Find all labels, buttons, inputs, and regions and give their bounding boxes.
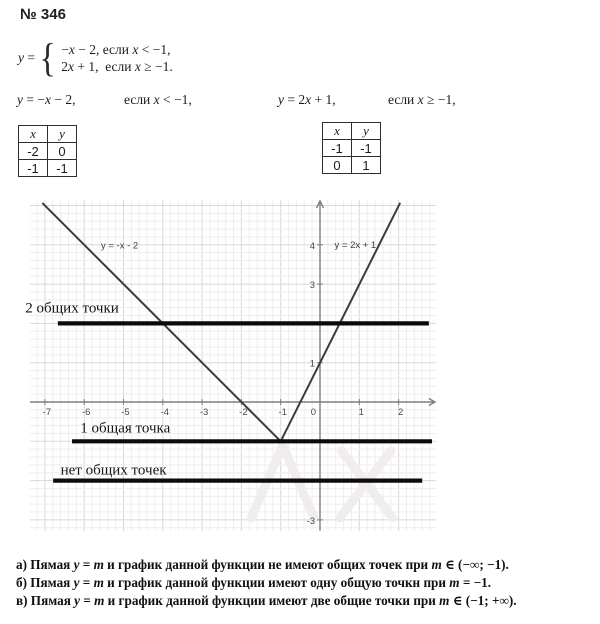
- svg-text:2 общих точки: 2 общих точки: [25, 300, 119, 317]
- svg-text:1: 1: [309, 358, 315, 370]
- svg-text:y = 2x + 1: y = 2x + 1: [334, 239, 377, 251]
- svg-text:y = -x - 2: y = -x - 2: [100, 240, 139, 252]
- table-cell: -1: [323, 140, 352, 157]
- piecewise-lhs: y =: [18, 50, 35, 65]
- value-table-right: [322, 122, 381, 174]
- svg-text:1: 1: [358, 407, 364, 418]
- table-cell: 1: [352, 157, 381, 174]
- table-cell: -1: [19, 160, 48, 177]
- svg-text:-6: -6: [81, 407, 91, 418]
- conclusion-line-v: в) Пямая y = m и график данной функции имеют две общие точки при m ∈ (−1; +∞).: [16, 593, 517, 608]
- svg-text:0: 0: [310, 407, 316, 418]
- piecewise-case-1: −x − 2, если x < −1,: [61, 41, 171, 57]
- graph: [20, 193, 440, 538]
- piecewise-cases: [61, 42, 173, 75]
- svg-text:3: 3: [309, 280, 315, 292]
- table-header-x: x: [19, 126, 48, 143]
- table-cell: -1: [352, 140, 381, 157]
- svg-text:4: 4: [309, 240, 315, 252]
- equation-left-formula: y = −x − 2,: [17, 92, 76, 107]
- conclusion-line-b: б) Пямая y = m и график данной функции имеют одну общую точкн при m = −1.: [16, 575, 492, 590]
- svg-text:-4: -4: [160, 407, 170, 418]
- table-cell: 0: [323, 157, 352, 174]
- svg-text:-2: -2: [239, 407, 248, 418]
- equation-right-formula: y = 2x + 1,: [278, 92, 336, 107]
- m-line-2: [72, 421, 432, 442]
- exercise-number: № 346: [20, 6, 66, 23]
- table-cell: 0: [48, 143, 77, 160]
- equation-right-condition: если x ≥ −1,: [388, 92, 456, 107]
- svg-text:-3: -3: [199, 407, 209, 418]
- table-cell: -1: [48, 160, 77, 177]
- conclusions: [16, 556, 517, 610]
- table-cell: -2: [19, 143, 48, 160]
- svg-text:-7: -7: [42, 407, 52, 418]
- table-header-y: y: [352, 123, 381, 140]
- svg-text:нет общих точек: нет общих точек: [60, 462, 167, 479]
- piecewise-function: [18, 35, 173, 80]
- svg-text:2: 2: [397, 407, 404, 418]
- equation-left-condition: если x < −1,: [124, 92, 192, 107]
- svg-text:-1: -1: [278, 407, 287, 418]
- piecewise-case-2: 2x + 1, если x ≥ −1.: [61, 58, 173, 74]
- conclusion-line-a: а) Пямая y = m и график данной функции не имеют общих точек при m ∈ (−∞; −1).: [16, 557, 509, 572]
- table-header-y: y: [48, 126, 77, 143]
- svg-text:-5: -5: [121, 407, 130, 418]
- svg-text:-3: -3: [306, 515, 315, 527]
- table-header-x: x: [323, 123, 352, 140]
- m-line-1: [25, 300, 429, 323]
- value-table-left: [18, 125, 77, 177]
- svg-text:1 общая точка: 1 общая точка: [80, 420, 171, 437]
- piecewise-brace-icon: {: [39, 35, 56, 80]
